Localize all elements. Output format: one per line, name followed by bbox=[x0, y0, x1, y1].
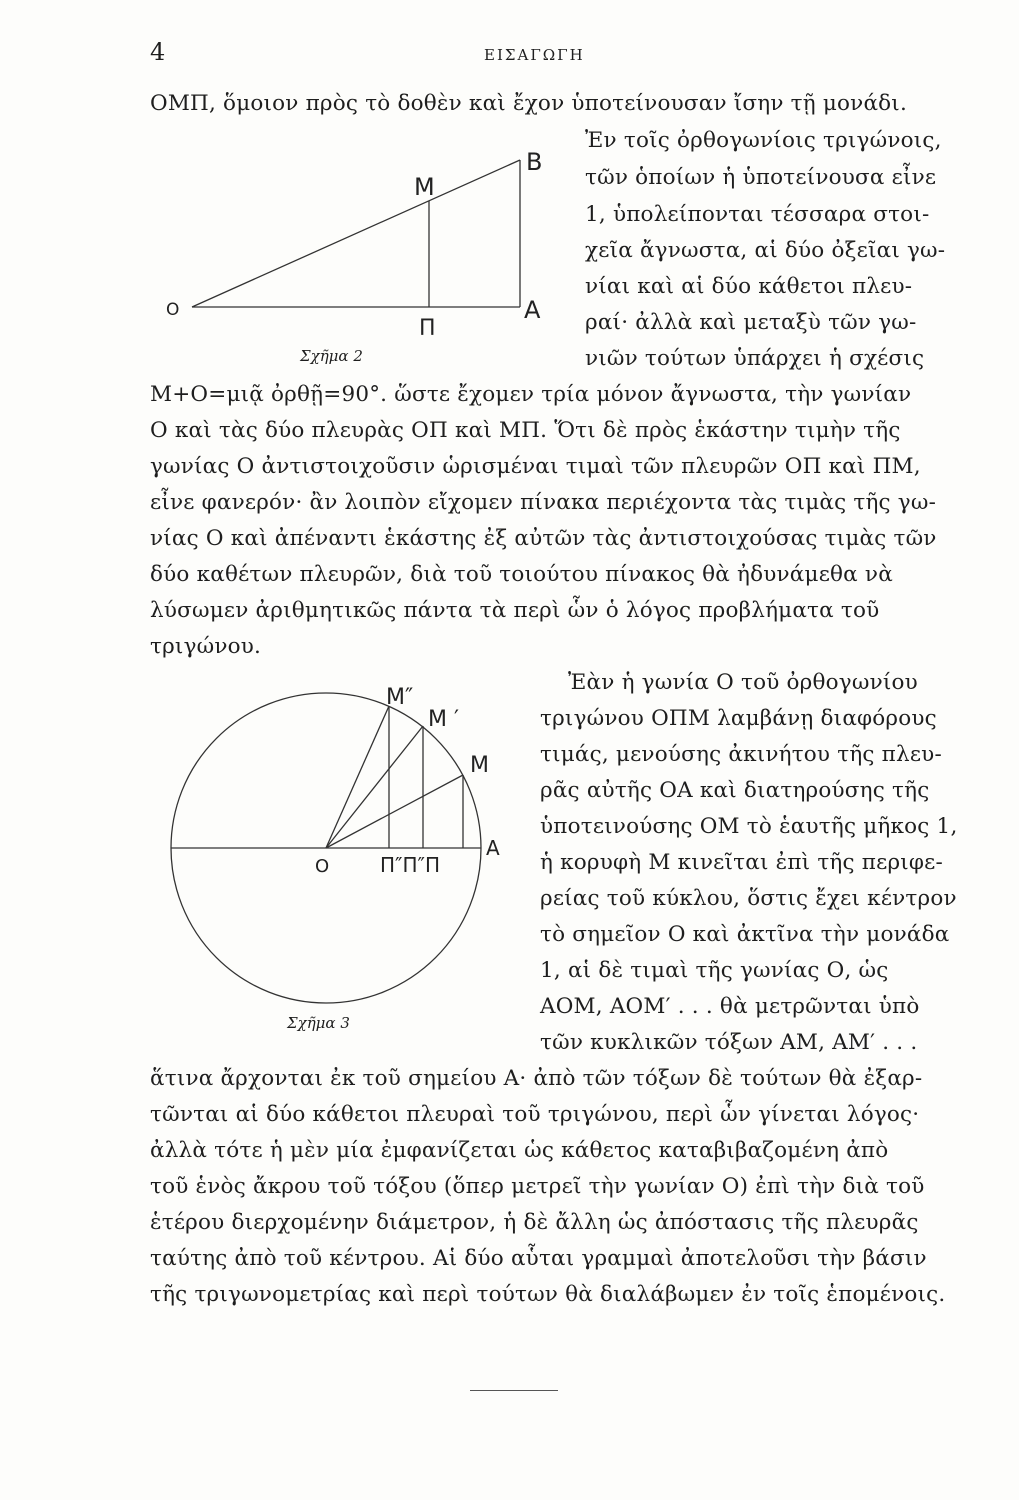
text-line-3: τῶν ὁποίων ἡ ὑποτείνουσα εἶνε bbox=[585, 165, 937, 190]
page-number: 4 bbox=[150, 38, 166, 66]
text-line-9: Μ+Ο=μιᾷ ὀρθῇ=90°. ὥστε ἔχομεν τρία μόνον ἄγνωστα, τὴν γωνίαν bbox=[150, 382, 912, 407]
label-A: A bbox=[524, 296, 541, 324]
footer-rule bbox=[470, 1390, 558, 1391]
label-P: Π bbox=[419, 316, 436, 340]
text-line-30: ἀλλὰ τότε ἡ μὲν μία ἐμφανίζεται ὡς κάθετος καταβιβαζομένη ἀπὸ bbox=[150, 1138, 889, 1163]
text-line-8: νιῶν τούτων ὑπάρχει ἡ σχέσις bbox=[585, 346, 925, 371]
line-OB bbox=[192, 160, 520, 307]
label-M2: M″ bbox=[386, 685, 414, 710]
figure-3-diagram bbox=[160, 680, 520, 1010]
text-line-15: λύσωμεν ἀριθμητικῶς πάντα τὰ περὶ ὧν ὁ λόγος προβλήματα τοῦ bbox=[150, 598, 880, 623]
text-line-31: τοῦ ἑνὸς ἄκρου τοῦ τόξου (ὅπερ μετρεῖ τὴν γωνίαν Ο) ἐπὶ τὴν διὰ τοῦ bbox=[150, 1174, 925, 1199]
text-line-10: Ο καὶ τὰς δύο πλευρὰς ΟΠ καὶ ΜΠ. Ὅτι δὲ πρὸς ἑκάστην τιμὴν τῆς bbox=[150, 418, 901, 443]
running-head: ΕΙΣΑΓΩΓΗ bbox=[484, 46, 585, 64]
text-line-34: τῆς τριγωνομετρίας καὶ περὶ τούτων θὰ διαλάβωμεν ἐν τοῖς ἑπομένοις. bbox=[150, 1282, 946, 1307]
text-line-2: Ἐν τοῖς ὀρθογωνίοις τριγώνοις, bbox=[585, 128, 942, 153]
text-line-24: τὸ σημεῖον Ο καὶ ἀκτῖνα τὴν μονάδα bbox=[540, 922, 950, 947]
text-line-1: ΟΜΠ, ὅμοιον πρὸς τὸ δοθὲν καὶ ἔχον ὑποτείνουσαν ἴσην τῇ μονάδι. bbox=[150, 91, 907, 116]
text-line-29: τῶνται αἱ δύο κάθετοι πλευραὶ τοῦ τριγώνου, περὶ ὧν γίνεται λόγος· bbox=[150, 1102, 920, 1127]
text-line-20: ρᾶς αὐτῆς ΟΑ καὶ διατηρούσης τῆς bbox=[540, 778, 930, 803]
text-line-16: τριγώνου. bbox=[150, 634, 262, 659]
figure-3-caption: Σχῆμα 3 bbox=[287, 1014, 350, 1032]
label-M1: M ′ bbox=[428, 707, 459, 732]
text-line-28: ἅτινα ἄρχονται ἐκ τοῦ σημείου Α· ἀπὸ τῶν τόξων δὲ τούτων θὰ ἐξαρ- bbox=[150, 1066, 923, 1091]
label-M: M bbox=[470, 753, 489, 778]
text-line-21: ὑποτεινούσης ΟΜ τὸ ἑαυτῆς μῆκος 1, bbox=[540, 814, 958, 839]
text-line-27: τῶν κυκλικῶν τόξων ΑΜ, ΑΜ′ . . . bbox=[540, 1030, 918, 1055]
figure-2-diagram bbox=[150, 140, 570, 340]
text-line-4: 1, ὑπολείπονται τέσσαρα στοι- bbox=[585, 202, 930, 227]
label-A: A bbox=[486, 836, 500, 860]
text-line-19: τιμάς, μενούσης ἀκινήτου τῆς πλευ- bbox=[540, 742, 942, 767]
text-line-6: νίαι καὶ αἱ δύο κάθετοι πλευ- bbox=[585, 274, 913, 299]
figure-2-caption: Σχῆμα 2 bbox=[300, 347, 363, 365]
label-B: B bbox=[526, 148, 543, 176]
text-line-18: τριγώνου ΟΠΜ λαμβάνῃ διαφόρους bbox=[540, 706, 937, 731]
text-line-14: δύο καθέτων πλευρῶν, διὰ τοῦ τοιούτου πίνακος θὰ ἠδυνάμεθα νὰ bbox=[150, 562, 893, 587]
text-line-22: ἡ κορυφὴ Μ κινεῖται ἐπὶ τῆς περιφε- bbox=[540, 850, 943, 875]
text-line-7: ραί· ἀλλὰ καὶ μεταξὺ τῶν γω- bbox=[585, 310, 917, 335]
text-line-5: χεῖα ἄγνωστα, αἱ δύο ὀξεῖαι γω- bbox=[585, 238, 946, 263]
text-line-23: ρείας τοῦ κύκλου, ὅστις ἔχει κέντρον bbox=[540, 886, 957, 911]
text-line-32: ἑτέρου διερχομένην διάμετρον, ἡ δὲ ἄλλη ὡς ἀπόστασις τῆς πλευρᾶς bbox=[150, 1210, 919, 1235]
text-line-17: Ἐὰν ἡ γωνία Ο τοῦ ὀρθογωνίου bbox=[568, 670, 918, 695]
label-O: O bbox=[315, 856, 330, 877]
text-line-33: ταύτης ἀπὸ τοῦ κέντρου. Αἱ δύο αὗται γραμμαὶ ἀποτελοῦσι τὴν βάσιν bbox=[150, 1246, 927, 1271]
text-line-13: νίας Ο καὶ ἀπέναντι ἑκάστης ἐξ αὐτῶν τὰς ἀντιστοιχούσας τιμὰς τῶν bbox=[150, 526, 937, 551]
label-M: M bbox=[414, 173, 435, 201]
radius-OM2 bbox=[326, 706, 389, 848]
text-line-12: εἶνε φανερόν· ἂν λοιπὸν εἴχομεν πίνακα περιέχοντα τὰς τιμὰς τῆς γω- bbox=[150, 490, 937, 515]
text-line-11: γωνίας Ο ἀντιστοιχοῦσιν ὡρισμέναι τιμαὶ τῶν πλευρῶν ΟΠ καὶ ΠΜ, bbox=[150, 454, 921, 479]
radius-OM bbox=[326, 775, 463, 848]
label-Pi: Π″Π″Π bbox=[380, 853, 441, 877]
label-O: O bbox=[166, 300, 180, 320]
text-line-25: 1, αἱ δὲ τιμαὶ τῆς γωνίας Ο, ὡς bbox=[540, 958, 889, 983]
radius-OM1 bbox=[326, 726, 423, 848]
text-line-26: ΑΟΜ, ΑΟΜ′ . . . θὰ μετρῶνται ὑπὸ bbox=[540, 994, 920, 1019]
